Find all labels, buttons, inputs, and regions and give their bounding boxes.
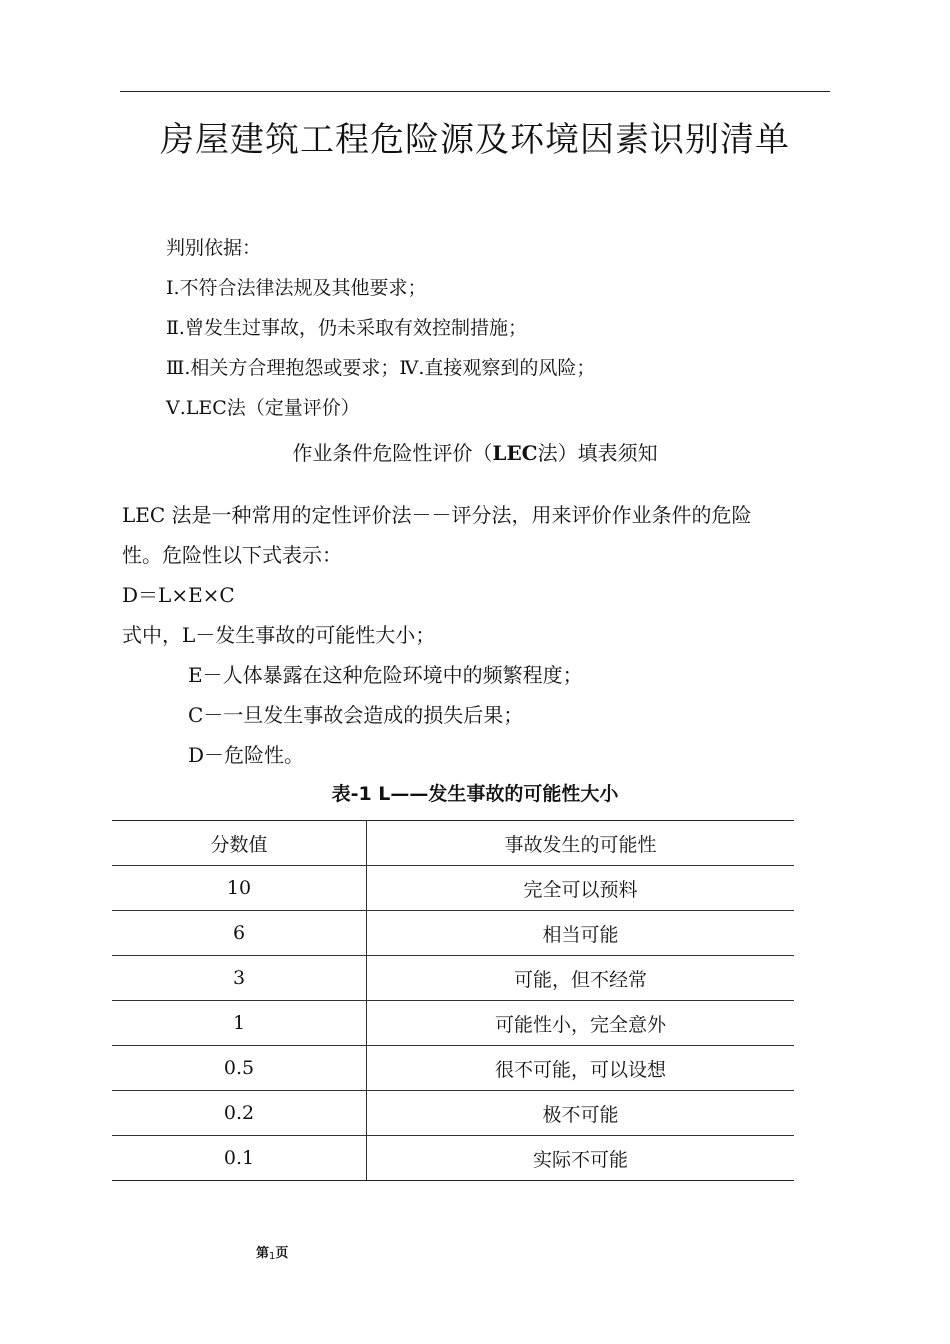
table-row <box>112 1046 794 1091</box>
table-row <box>112 956 794 1001</box>
score-cell: 10 <box>112 866 367 911</box>
score-cell: 0.2 <box>112 1091 367 1136</box>
basis-item-1: Ⅰ.不符合法律法规及其他要求； <box>166 277 427 299</box>
likelihood-cell: 完全可以预料 <box>367 866 795 911</box>
body-line-2: 性。危险性以下式表示： <box>122 543 342 567</box>
lec-section-heading <box>0 437 950 466</box>
page-number: 1 <box>269 1251 276 1262</box>
score-cell: 0.1 <box>112 1136 367 1181</box>
header-likelihood: 事故发生的可能性 <box>367 821 795 866</box>
basis-item-3: Ⅲ.相关方合理抱怨或要求；Ⅳ.直接观察到的风险； <box>166 357 596 379</box>
likelihood-cell: 实际不可能 <box>367 1136 795 1181</box>
likelihood-cell: 很不可能，可以设想 <box>367 1046 795 1091</box>
likelihood-cell: 极不可能 <box>367 1091 795 1136</box>
likelihood-table <box>112 820 794 1181</box>
table-row <box>112 1001 794 1046</box>
table-row <box>112 911 794 956</box>
table-row <box>112 1091 794 1136</box>
likelihood-cell: 可能性小，完全意外 <box>367 1001 795 1046</box>
footer-suffix: 页 <box>275 1246 289 1261</box>
page-footer <box>256 1242 288 1262</box>
likelihood-cell: 相当可能 <box>367 911 795 956</box>
basis-item-4: Ⅴ.LEC法（定量评价） <box>166 397 360 419</box>
footer-prefix: 第 <box>256 1246 270 1261</box>
header-rule <box>120 91 830 92</box>
body-line-1: LEC 法是一种常用的定性评价法－－评分法，用来评价作业条件的危险 <box>122 503 752 527</box>
document-title: 房屋建筑工程危险源及环境因素识别清单 <box>160 120 790 160</box>
lec-heading-bold: LEC <box>492 441 538 465</box>
table-row <box>112 866 794 911</box>
definition-e: E－人体暴露在这种危险环境中的频繁程度； <box>188 663 583 687</box>
likelihood-cell: 可能，但不经常 <box>367 956 795 1001</box>
lec-heading-prefix: 作业条件危险性评价（ <box>292 441 493 465</box>
formula: D＝L×E×C <box>122 583 235 607</box>
score-cell: 6 <box>112 911 367 956</box>
basis-item-2: Ⅱ.曾发生过事故，仍未采取有效控制措施； <box>166 317 527 339</box>
table-row <box>112 1136 794 1181</box>
definition-l: 式中，L－发生事故的可能性大小； <box>122 623 436 647</box>
basis-heading: 判别依据： <box>166 237 262 259</box>
table-header-row <box>112 821 794 866</box>
score-cell: 0.5 <box>112 1046 367 1091</box>
table-caption: 表-1 L——发生事故的可能性大小 <box>331 783 619 805</box>
definition-c: C－一旦发生事故会造成的损失后果； <box>188 703 524 727</box>
definition-d: D－危险性。 <box>188 743 305 767</box>
score-cell: 1 <box>112 1001 367 1046</box>
score-cell: 3 <box>112 956 367 1001</box>
lec-heading-suffix: 法）填表须知 <box>537 441 658 465</box>
header-score: 分数值 <box>112 821 367 866</box>
